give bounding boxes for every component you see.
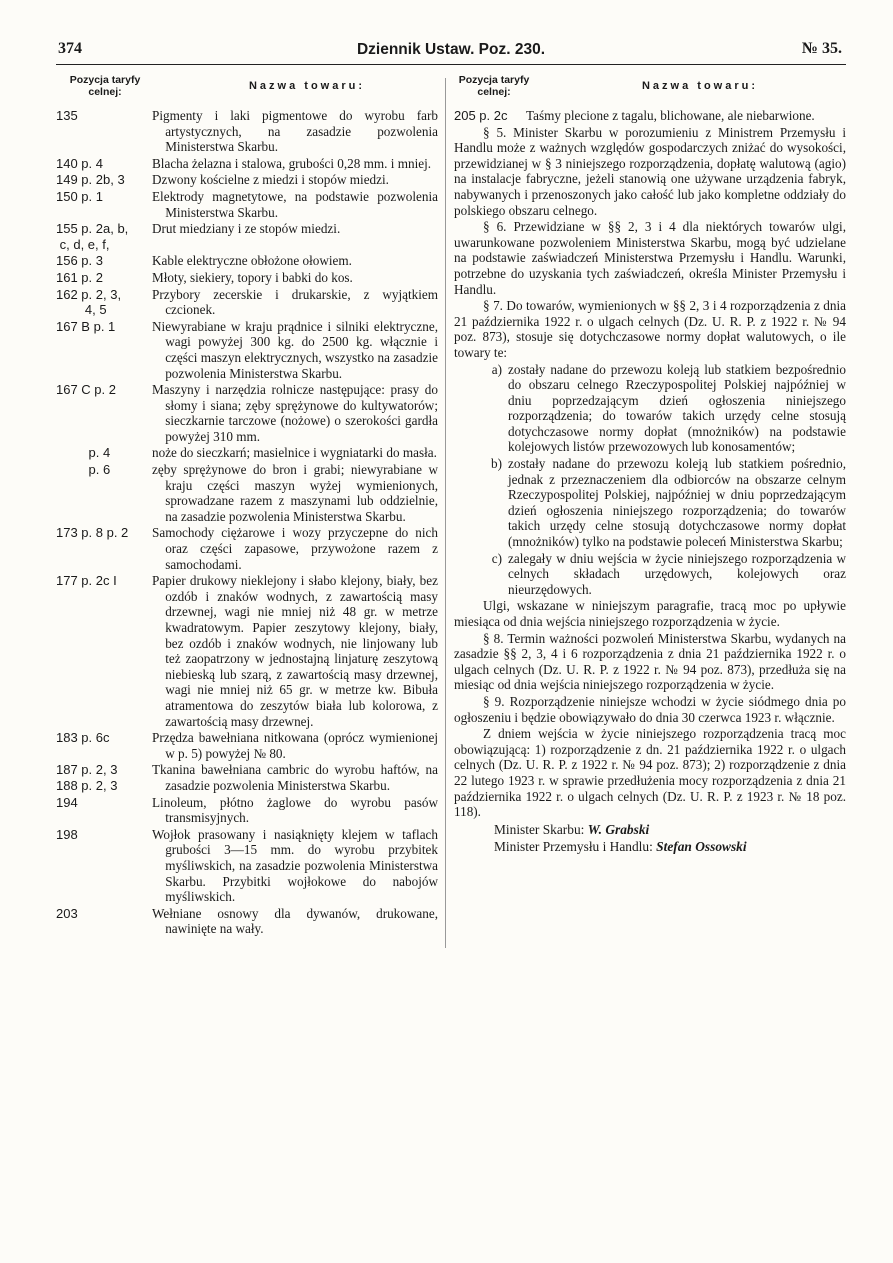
tariff-code: 187 p. 2, 3 188 p. 2, 3 xyxy=(56,762,118,793)
signature-name: Stefan Ossowski xyxy=(656,838,747,854)
goods-description: Blacha żelazna i stalowa, grubości 0,28 mm. i mniej. xyxy=(152,155,432,171)
paragraph-8: § 8. Termin ważności pozwoleń Ministerstwa Skarbu, wydanych na zasadzie §§ 2, 3, 4 i 6 rozporządzenia z dnia 21 października 1922 r. o ulgach celnych (Dz. U. R. P. z 1922 r. № 94 poz. 873), przedłuża się na miesiąc od dnia wejścia niniejszego rozporządzenia w życie. xyxy=(454,630,846,693)
tariff-position-heading: Pozycja taryfy celnej: xyxy=(458,74,530,98)
goods-description: Drut miedziany i ze stopów miedzi. xyxy=(152,221,341,237)
item-label: b) xyxy=(491,456,502,472)
goods-description: Dzwony kościelne z miedzi i stopów miedzi. xyxy=(152,172,389,188)
tariff-code: 155 p. 2a, b, c, d, e, f, xyxy=(56,221,129,252)
signature-name: W. Grabski xyxy=(587,821,650,837)
tariff-row xyxy=(56,730,438,761)
list-item xyxy=(454,551,846,598)
tariff-row xyxy=(56,287,438,318)
tariff-code: 149 p. 2b, 3 xyxy=(56,172,125,188)
goods-description: Pigmenty i laki pigmentowe do wyrobu farb artystycznych, na zasadzie pozwolenia Ministerstwa Skarbu. xyxy=(152,108,438,155)
tariff-code: 162 p. 2, 3, 4, 5 xyxy=(56,286,122,318)
list-item xyxy=(454,456,846,550)
item-text: zostały nadane do przewozu koleją lub statkiem bezpośrednio do obszaru celnego Rzeczypospolitej Polskiej najpóźniej w dniu poprzedzającym dzień ogłoszenia niniejszego rozporządzenia; do towarów takich urzędy celne stosują dotychczasowe normy dopłat (mnożników) na podstawie kolejowych listów przewozowych lub konosamentów; xyxy=(508,361,846,455)
goods-description: Młoty, siekiery, topory i babki do kos. xyxy=(152,269,353,285)
paragraph-5: § 5. Minister Skarbu w porozumieniu z Ministrem Przemysłu i Handlu może z ważnych względów gospodarczych zniżać do wysokości, przewidzianej w § 3 niniejszego rozporządzenia, dopłatę walutową (agio) na instalacje fabryczne, jeżeli stanowią one używane urządzenia fabryk, nabywanych i przenoszonych jako całość lub jako kompletne oddziały do polskiego obszaru celnego. xyxy=(454,124,846,218)
list-item xyxy=(454,362,846,456)
goods-description: Kable elektryczne obłożone ołowiem. xyxy=(152,253,352,269)
goods-description: Papier drukowy nieklejony i słabo klejony, biały, bez ozdób i znaków wodnych, z zawartością masy drzewnej, wagi nie mniej niż 48 gr. w metrze kwadratowym. Papier zeszytowy klejony, biały, bez ozdób i znaków wodnych, nie linjowany lub też zaopatrzony w jednostajną linjaturę zeszytową niebieską lub szarą, z zawartością masy drzewnej, wagi nie mniej niż 65 gr. w metrze kw. Bibuła atramentowa do zeszytów biała lub kolorowa, z zawartością masy drzewnej. xyxy=(152,573,438,729)
paragraph-7: § 7. Do towarów, wymienionych w §§ 2, 3 i 4 rozporządzenia z dnia 21 października 1922 r. o ulgach celnych (Dz. U. R. P. z 1922 r. № 94 poz. 873), stosuje się dotychczasowe normy dopłat walutowych, o ile towary te: xyxy=(454,298,846,360)
goods-description: Wełniane osnowy dla dywanów, drukowane, nawinięte na wały. xyxy=(152,905,438,937)
left-column xyxy=(56,74,438,938)
tariff-code: p. 6 xyxy=(56,462,111,478)
tariff-row xyxy=(56,573,438,729)
tariff-code: 194 xyxy=(56,794,78,810)
goods-description: Przybory zecerskie i drukarskie, z wyjątkiem czcionek. xyxy=(152,286,438,318)
page-number: 374 xyxy=(58,40,82,57)
goods-description: Niewyrabiane w kraju prądnice i silniki elektryczne, wagi powyżej 300 kg. do 2500 kg. włącznie i części maszyn elektrycznych, wszystko na zasadzie pozwolenia Ministerstwa Skarbu. xyxy=(152,318,438,381)
goods-description: Przędza bawełniana nitkowana (oprócz wymienionej w p. 5) powyżej № 80. xyxy=(152,730,438,761)
tariff-code: 173 p. 8 p. 2 xyxy=(56,525,129,541)
tariff-row xyxy=(56,253,438,269)
page-header xyxy=(56,38,846,65)
item-text: zostały nadane do przewozu koleją lub statkiem pośrednio, jednak z przeznaczeniem dla odbiorców na obszarze celnym Rzeczypospolitej Polskiej, najpóźniej w dniu poprzedzającym dzień ogłoszenia niniejszego rozporządzenia; do towarów takich urzędy celne stosują dotychczasowe normy dopłat (mnożników) tylko na podstawie poleceń Ministerstwa Skarbu; xyxy=(508,456,846,550)
table-header xyxy=(454,74,846,106)
tariff-row xyxy=(56,827,438,905)
signature-line xyxy=(454,821,846,838)
tariff-row xyxy=(56,445,438,461)
tariff-code: 135 xyxy=(56,108,78,123)
table-header xyxy=(56,74,438,106)
signature-role: Minister Przemysłu i Handlu: xyxy=(494,838,653,854)
paragraph-9: § 9. Rozporządzenie niniejsze wchodzi w życie siódmego dnia po ogłoszeniu i będzie obowiązywało do dnia 30 czerwca 1923 r. włącznie. xyxy=(454,693,846,725)
tariff-row xyxy=(56,906,438,937)
tariff-position-heading: Pozycja taryfy celnej: xyxy=(69,74,141,98)
goods-name-heading: Nazwa towaru: xyxy=(641,80,758,92)
goods-description: Wojłok prasowany i nasiąknięty klejem w taflach grubości 3—15 mm. do wyrobu przybitek myśliwskich, na zasadzie pozwolenia Ministerstwa Skarbu. Przybitki wojłokowe do nabojów myśliwskich. xyxy=(152,826,438,905)
tariff-row xyxy=(56,108,438,155)
column-divider xyxy=(445,78,446,948)
paragraph-repeal: Z dniem wejścia w życie niniejszego rozporządzenia tracą moc obowiązującą: 1) rozporządzenie z dn. 21 października 1922 r. o ulgach celnych (Dz. U. R. P. z 1922 r. № 94 poz. 873); 2) rozporządzenie z dnia 22 lutego 1923 r. w sprawie przedłużenia mocy rozporządzenia z dnia 21 października 1922 r. o ulgach celnych (Dz. U. R. P. z 1923 r. № 18 poz. 118). xyxy=(454,726,846,820)
goods-description: zęby sprężynowe do bron i grabi; niewyrabiane w kraju części maszyn wyżej wymienionych, sprowadzane razem z maszynami lub oddzielnie, na zasadzie pozwolenia Ministerstwa Skarbu. xyxy=(152,462,438,524)
item-label: c) xyxy=(491,550,502,566)
tariff-code: 156 p. 3 xyxy=(56,253,103,269)
tariff-code: 198 xyxy=(56,826,78,842)
tariff-code: 150 p. 1 xyxy=(56,188,103,204)
tariff-code: 167 C p. 2 xyxy=(56,382,116,398)
tariff-row xyxy=(56,270,438,286)
goods-description: Linoleum, płótno żaglowe do wyrobu pasów transmisyjnych. xyxy=(152,794,438,826)
issue-number: № 35. xyxy=(801,40,842,57)
tariff-row xyxy=(56,382,438,444)
tariff-code: 167 B p. 1 xyxy=(56,318,116,334)
tariff-code: 203 xyxy=(56,905,78,921)
goods-description: Samochody ciężarowe i wozy przyczepne do nich oraz części zapasowe, przywożone razem z samochodami. xyxy=(152,525,438,572)
goods-description: Elektrody magnetytowe, na podstawie pozwolenia Ministerstwa Skarbu. xyxy=(152,188,438,220)
tariff-code: 161 p. 2 xyxy=(56,269,103,285)
tariff-row xyxy=(454,108,846,124)
tariff-code: 183 p. 6c xyxy=(56,730,110,746)
tariff-row xyxy=(56,189,438,220)
goods-description: Taśmy plecione z tagalu, blichowane, ale niebarwione. xyxy=(526,108,815,123)
right-column xyxy=(454,74,846,855)
tariff-code: 177 p. 2c I xyxy=(56,573,117,589)
tariff-row xyxy=(56,795,438,826)
goods-name-heading: Nazwa towaru: xyxy=(248,80,365,92)
tariff-code: p. 4 xyxy=(56,445,111,461)
signature-line xyxy=(454,838,846,855)
goods-description: Tkanina bawełniana cambric do wyrobu haftów, na zasadzie pozwolenia Ministerstwa Skarbu. xyxy=(152,762,438,793)
tariff-row xyxy=(56,221,438,252)
tariff-row xyxy=(56,319,438,381)
tariff-code: 205 p. 2c xyxy=(454,108,508,123)
paragraph-6: § 6. Przewidziane w §§ 2, 3 i 4 dla niektórych towarów ulgi, uwarunkowane pozwoleniem Ministerstwa Skarbu, mogą być udzielane na podstawie zaświadczeń Ministerstwa Przemysłu i Handlu. Warunki, potrzebne do uzyskania tych zaświadczeń, określa Minister Przemysłu i Handlu. xyxy=(454,219,846,297)
tariff-row xyxy=(56,156,438,172)
tariff-row xyxy=(56,762,438,793)
goods-description: noże do sieczkarń; masielnice i wygniatarki do masła. xyxy=(152,445,437,461)
item-text: zalegały w dniu wejścia w życie niniejszego rozporządzenia w celnych składach urzędowych, kolejowych oraz nieurzędowych. xyxy=(508,550,846,597)
item-label: a) xyxy=(491,361,502,377)
journal-title: Dziennik Ustaw. Poz. 230. xyxy=(356,41,546,58)
signature-role: Minister Skarbu: xyxy=(494,821,585,837)
tariff-row xyxy=(56,462,438,524)
paragraph-7-note: Ulgi, wskazane w niniejszym paragrafie, tracą moc po upływie miesiąca od dnia wejścia niniejszego rozporządzenia w życie. xyxy=(454,598,846,629)
tariff-row xyxy=(56,172,438,188)
document-page xyxy=(56,38,846,1238)
tariff-code: 140 p. 4 xyxy=(56,155,103,171)
goods-description: Maszyny i narzędzia rolnicze następujące: prasy do słomy i siana; zęby sprężynowe do kultywatorów; sieczkarnie tarczowe (nożowe) o szerokości gardła powyżej 310 mm. xyxy=(152,382,438,444)
tariff-row xyxy=(56,525,438,572)
